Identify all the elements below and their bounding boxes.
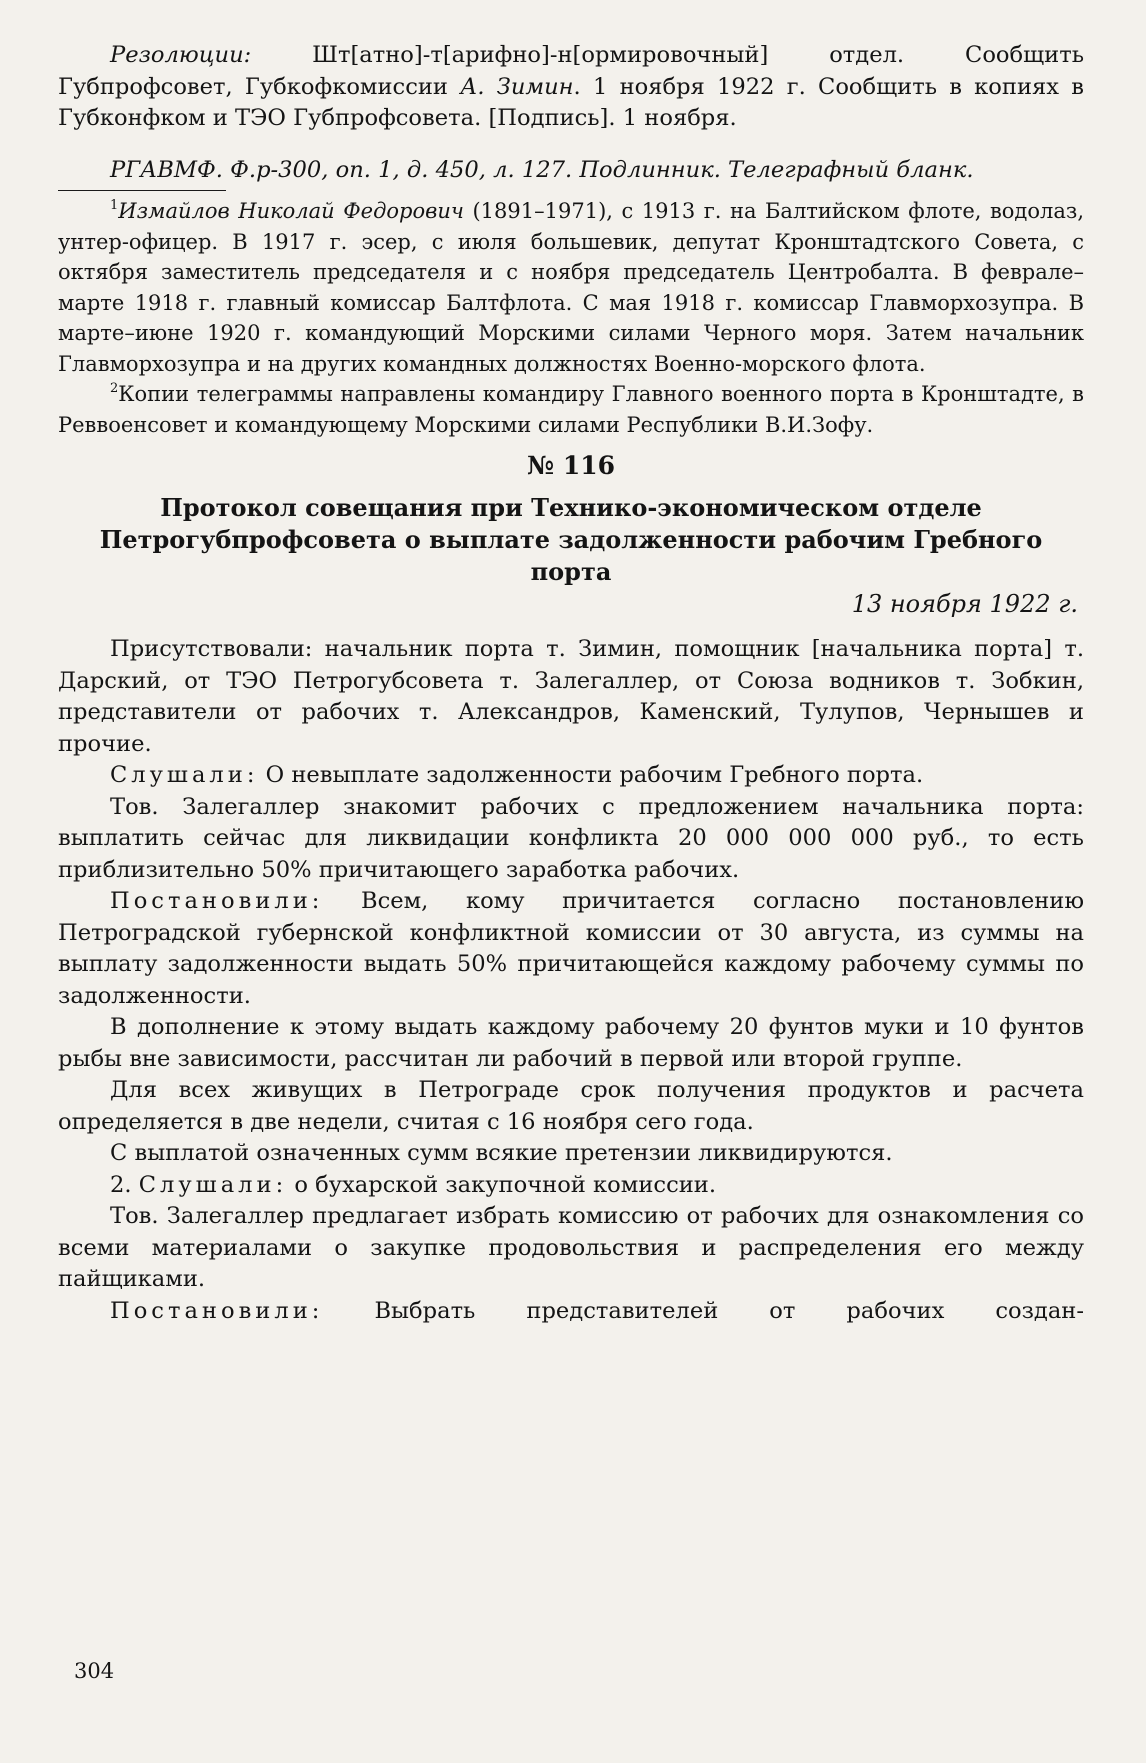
heard-2-paragraph (58, 1170, 1084, 1202)
document-number: № 116 (526, 451, 616, 480)
footnote-2 (58, 379, 1084, 440)
resolution-paragraph (58, 40, 1084, 135)
document-title: Протокол совещания при Технико-экономическом отделе Петрогубпрофсовета о выплате задолженности рабочим Гребного порта (99, 493, 1043, 586)
footnote-divider (58, 190, 226, 191)
resolution-text: Шт[атно]-т[арифно]-н[ормировочный] отдел. Сообщить Губпрофсовет, Губкофкомиссии (58, 42, 1084, 100)
heard-label: Слушали: (110, 762, 259, 788)
footnote-mark: 2 (110, 381, 119, 396)
resolved-label: Постановили: (110, 1297, 324, 1324)
addition-paragraph: В дополнение к этому выдать каждому рабочему 20 фунтов муки и 10 фунтов рыбы вне зависимости, рассчитан ли рабочий в первой или второй группе. (58, 1014, 1084, 1072)
footnote-1 (58, 196, 1084, 379)
footnote-mark: 1 (110, 198, 119, 213)
resolved-text: Всем, кому причитается согласно постановлению Петроградской губернской конфликтной комиссии от 30 августа, из суммы на выплату задолженности выдать 50% причитающейся каждому рабочему суммы по задолженности. (58, 888, 1084, 1009)
item-number: 2. (110, 1171, 139, 1198)
page-number: 304 (74, 1659, 115, 1683)
heard-1-paragraph (58, 760, 1084, 792)
resolved-text: Выбрать представителей от рабочих создан- (323, 1297, 1084, 1324)
document-page (58, 40, 1084, 1327)
heard-text: О невыплате задолженности рабочим Гребного порта. (258, 762, 924, 788)
zalegaller-proposal-paragraph: Тов. Залегаллер знакомит рабочих с предложением начальника порта: выплатить сейчас для ликвидации конфликта 20 000 000 000 руб., то есть приблизительно 50% причитающего заработка рабочих. (58, 793, 1084, 883)
attendees-paragraph: Присутствовали: начальник порта т. Зимин, помощник [начальника порта] т. Дарский, от ТЭО Петрогубсовета т. Залегаллер, от Союза водников т. Зобкин, представители от рабочих т. Александров, Каменский, Тулупов, Чернышев и прочие. (58, 636, 1084, 757)
heard-label: Слушали: (138, 1171, 288, 1198)
resolved-1-paragraph (58, 886, 1084, 1012)
heard-text: о бухарской закупочной комиссии. (287, 1171, 717, 1198)
resolved-label: Постановили: (110, 888, 324, 914)
footnote-person-name: Измайлов Николай Федорович (118, 199, 464, 223)
footnote-text: (1891–1971), с 1913 г. на Балтийском флоте, водолаз, унтер-офицер. В 1917 г. эсер, с июля большевик, депутат Кронштадтского Совета, с октября заместитель председателя и с ноября председатель Центробалта. В феврале–марте 1918 г. главный комиссар Балтфлота. С мая 1918 г. комиссар Главморхозупра. В марте–июне 1920 г. командующий Морскими силами Черного моря. Затем начальник Главморхозупра и на других командных должностях Военно-морского флота. (58, 199, 1084, 376)
resolution-signer: А. Зимин (460, 73, 574, 100)
claims-paragraph: С выплатой означенных сумм всякие претензии ликвидируются. (110, 1140, 893, 1166)
document-date: 13 ноября 1922 г. (851, 590, 1078, 618)
resolved-2-paragraph (58, 1296, 1084, 1328)
deadline-paragraph: Для всех живущих в Петрограде срок получения продуктов и расчета определяется в две недели, считая с 16 ноября сего года. (58, 1077, 1084, 1135)
resolution-label: Резолюции: (110, 42, 252, 68)
zalegaller-commission-paragraph: Тов. Залегаллер предлагает избрать комиссию от рабочих для ознакомления со всеми материалами о закупке продовольствия и распределения его между пайщиками. (58, 1203, 1084, 1292)
archive-reference: РГАВМФ. Ф.р-300, оп. 1, д. 450, л. 127. Подлинник. Телеграфный бланк. (110, 156, 974, 183)
resolution-tail: . 1 ноября 1922 г. Сообщить в копиях в Губконфком и ТЭО Губпрофсовета. [Подпись]. 1 ноября. (58, 73, 1084, 131)
footnote-text: Копии телеграммы направлены командиру Главного военного порта в Кронштадте, в Реввоенсовет и командующему Морскими силами Республики В.И.Зофу. (58, 382, 1084, 437)
